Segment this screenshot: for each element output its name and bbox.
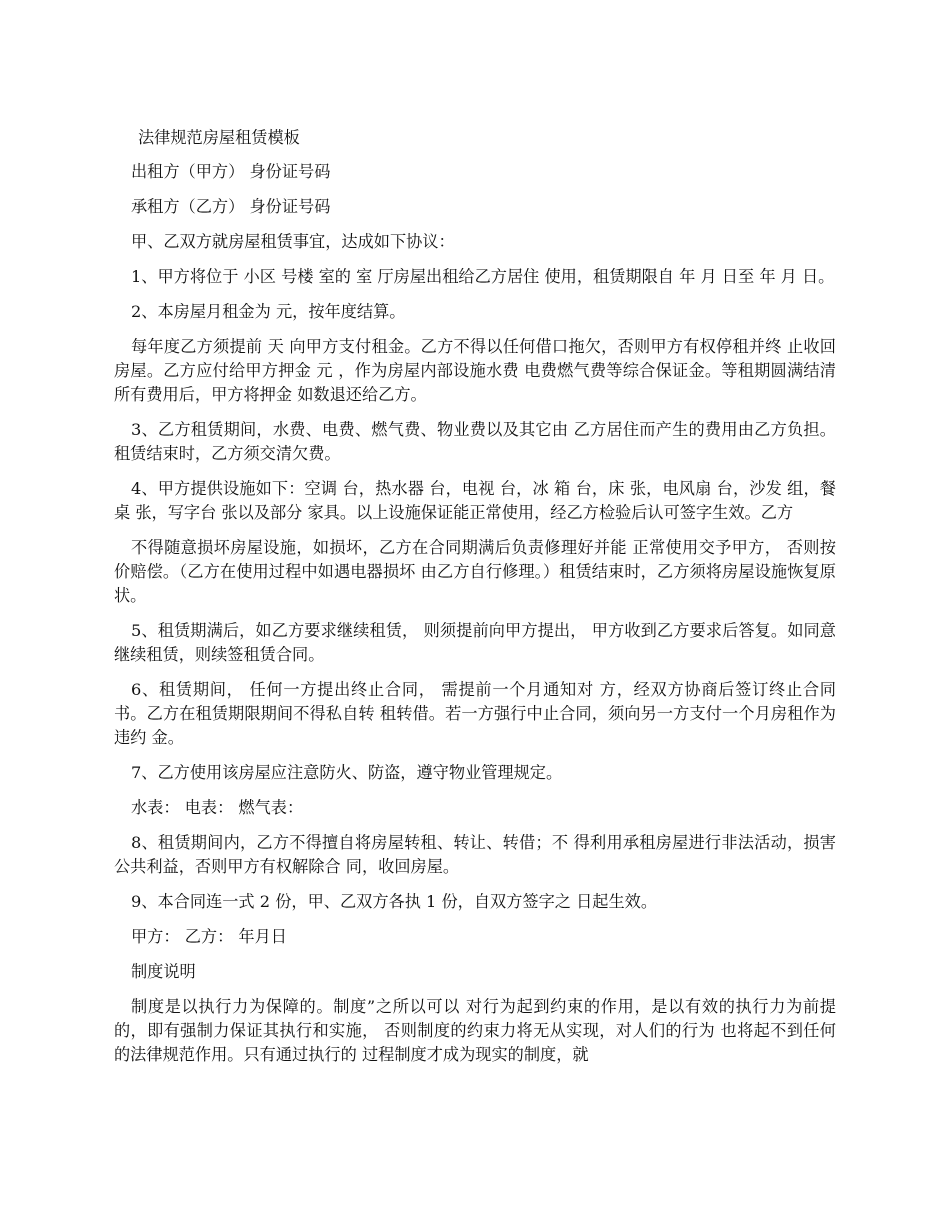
paragraph-clause-2: 2、本房屋月租金为 元，按年度结算。 [131, 302, 406, 321]
paragraph-policy-description: 制度是以执行力为保障的。制度”之所以可以 对行为起到约束的作用，是以有效的执行力为前提的，即有强制力保证其执行和实施， 否则制度的约束力将无从实现，对人们的行为 也将起不到任何的法律规范作用。只有通过执行的 过程制度才成为现实的制度，就 [114, 997, 836, 1064]
section-heading-policy: 制度说明 [131, 962, 196, 981]
paragraph-meters: 水表： 电表： 燃气表： [131, 798, 304, 817]
paragraph-clause-7: 7、乙方使用该房屋应注意防火、防盗，遵守物业管理规定。 [131, 763, 563, 782]
paragraph-lessee: 承租方（乙方） 身份证号码 [131, 197, 331, 216]
paragraph-clause-1: 1、甲方将位于 小区 号楼 室的 室 厅房屋出租给乙方居住 使用，租赁期限自 年 月 日至 年 月 日。 [131, 267, 835, 286]
paragraph-signatures: 甲方： 乙方： 年月日 [131, 927, 287, 946]
paragraph-payment-deposit: 每年度乙方须提前 天 向甲方支付租金。乙方不得以任何借口拖欠，否则甲方有权停租并终 止收回房屋。乙方应付给甲方押金 元 ，作为房屋内部设施水费 电费燃气费等综合保证金。等租期圆满结清所有费用后，甲方将押金 如数退还给乙方。 [114, 337, 836, 404]
paragraph-clause-8: 8、租赁期间内，乙方不得擅自将房屋转租、转让、转借；不 得利用承租房屋进行非法活动，损害公共利益，否则甲方有权解除合 同，收回房屋。 [114, 833, 836, 876]
paragraph-lessor: 出租方（甲方） 身份证号码 [131, 162, 331, 181]
paragraph-clause-3: 3、乙方租赁期间，水费、电费、燃气费、物业费以及其它由 乙方居住而产生的费用由乙方负担。租赁结束时，乙方须交清欠费。 [114, 420, 836, 463]
document-title: 法律规范房屋租赁模板 [138, 128, 300, 147]
paragraph-clause-5: 5、租赁期满后，如乙方要求继续租赁， 则须提前向甲方提出， 甲方收到乙方要求后答复。如同意继续租赁，则续签租赁合同。 [114, 621, 836, 664]
paragraph-facility-damage: 不得随意损坏房屋设施，如损坏，乙方在合同期满后负责修理好并能 正常使用交予甲方， 否则按价赔偿。（乙方在使用过程中如遇电器损坏 由乙方自行修理。）租赁结束时，乙方须将房屋设施恢复原状。 [114, 538, 836, 605]
paragraph-clause-6: 6、租赁期间， 任何一方提出终止合同， 需提前一个月通知对 方，经双方协商后签订终止合同书。乙方在租赁期限期间不得私自转 租转借。若一方强行中止合同，须向另一方支付一个月房租作为违约 金。 [114, 680, 836, 747]
paragraph-clause-9: 9、本合同连一式 2 份，甲、乙双方各执 1 份，自双方签字之 日起生效。 [131, 892, 658, 911]
paragraph-clause-4: 4、甲方提供设施如下：空调 台，热水器 台，电视 台，冰 箱 台，床 张，电风扇 台，沙发 组，餐桌 张，写字台 张以及部分 家具。以上设施保证能正常使用，经乙方检验后认可签字生效。乙方 [114, 479, 836, 522]
document-body [114, 126, 836, 1078]
paragraph-agreement-intro: 甲、乙双方就房屋租赁事宜，达成如下协议： [131, 232, 455, 251]
